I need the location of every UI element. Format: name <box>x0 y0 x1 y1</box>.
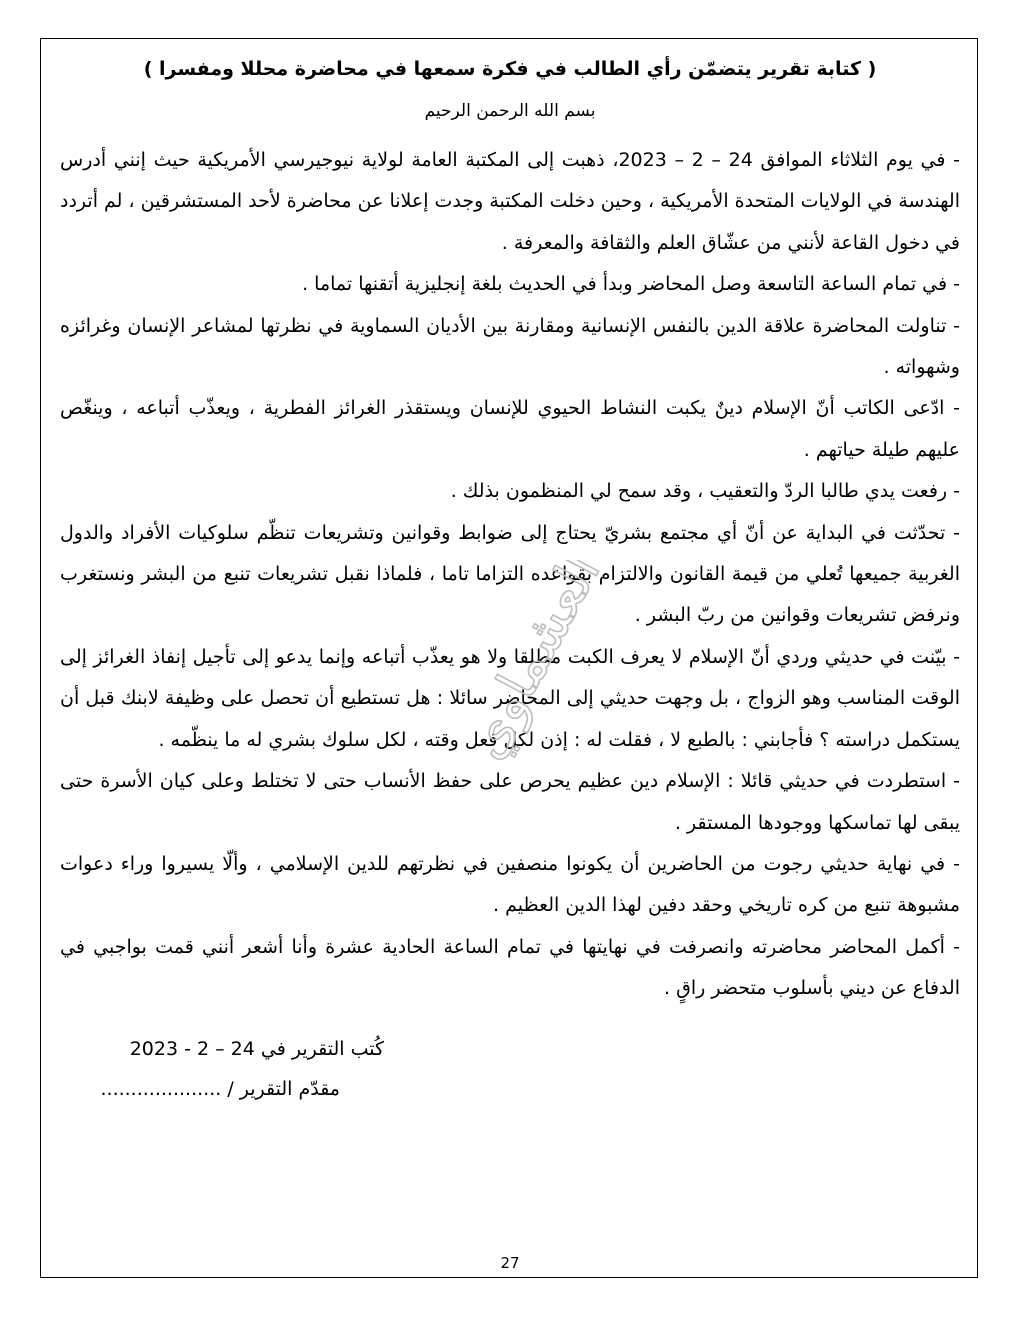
page-number: 27 <box>500 1254 520 1272</box>
document-title: ( كتابة تقرير يتضمّن رأي الطالب في فكرة سمعها في محاضرة محللا ومفسرا ) <box>143 58 877 80</box>
report-presenter: مقدّم التقرير / .................... <box>100 1078 340 1100</box>
watermark <box>380 560 700 760</box>
paragraph: - أكمل المحاضر محاضرته وانصرفت في نهايتها في تمام الساعة الحادية عشرة وأنا أشعر أنني قمت بواجبي في الدفاع عن ديني بأسلوب متحضر راقٍ . <box>60 935 960 1000</box>
paragraph: - ادّعى الكاتب أنّ الإسلام دينٌ يكبت النشاط الحيوي للإنسان ويستقذر الغرائز الفطرية ، ويعذّب أتباعه ، وينغّص عليهم طيلة حياتهم . <box>60 397 960 461</box>
watermark-text: العشماوي <box>452 560 613 760</box>
paragraph: - في تمام الساعة التاسعة وصل المحاضر وبدأ في الحديث بلغة إنجليزية أتقنها تماما . <box>302 273 960 296</box>
basmala: بسم الله الرحمن الرحيم <box>424 101 596 121</box>
paragraph: - بيّنت في حديثي وردي أنّ الإسلام لا يعرف الكبت مطلقا ولا هو يعذّب أتباعه وإنما يدعو إلى تأجيل إنفاذ الغرائز إلى الوقت المناسب وهو الزواج ، بل وجهت حديثي إلى المحاضر سائلا : هل تستطيع أن تحصل على وظيفة لابنك قبل أن يستكمل دراسته ؟ فأجابني : بالطبع لا ، فقلت له : إذن لكل فعل وقته ، لكل سلوك بشري له ما ينظّمه . <box>60 645 960 751</box>
paragraph: - استطردت في حديثي قائلا : الإسلام دين عظيم يحرص على حفظ الأنساب حتى لا تختلط وعلى كيان الأسرة حتى يبقى لها تماسكها ووجودها المستقر . <box>60 770 960 834</box>
paragraph: - رفعت يدي طالبا الردّ والتعقيب ، وقد سمح لي المنظمون بذلك . <box>450 480 960 503</box>
paragraph: - في نهاية حديثي رجوت من الحاضرين أن يكونوا منصفين في نظرتهم للدين الإسلامي ، وألّا يسيروا وراء دعوات مشبوهة تنبع من كره تاريخي وحقد دفين لهذا الدين العظيم . <box>60 852 960 917</box>
written-date: كُتب التقرير في 24 – 2 - 2023 <box>129 1038 384 1060</box>
paragraph: - تناولت المحاضرة علاقة الدين بالنفس الإنسانية ومقارنة بين الأديان السماوية في نظرتها لمشاعر الإنسان وغرائزه وشهواته . <box>60 314 960 379</box>
paragraph: - تحدّثت في البداية عن أنّ أي مجتمع بشريّ يحتاج إلى ضوابط وقوانين وتشريعات تنظّم سلوكيات الأفراد والدول الغربية جميعها تُعلي من قيمة القانون والالتزام بقواعده التزاما تاما ، فلماذا نقبل تشريعات تنبع من البشر ونستغرب ونرفض تشريعات وقوانين من ربّ البشر . <box>60 521 960 627</box>
paragraph: - في يوم الثلاثاء الموافق 24 – 2 – 2023، ذهبت إلى المكتبة العامة لولاية نيوجيرسي الأمريكية حيث إنني أدرس الهندسة في الولايات المتحدة الأمريكية ، وحين دخلت المكتبة وجدت إعلانا عن محاضرة لأحد المستشرقين ، لم أتردد في دخول القاعة لأنني من عشّاق العلم والثقافة والمعرفة . <box>60 149 960 254</box>
